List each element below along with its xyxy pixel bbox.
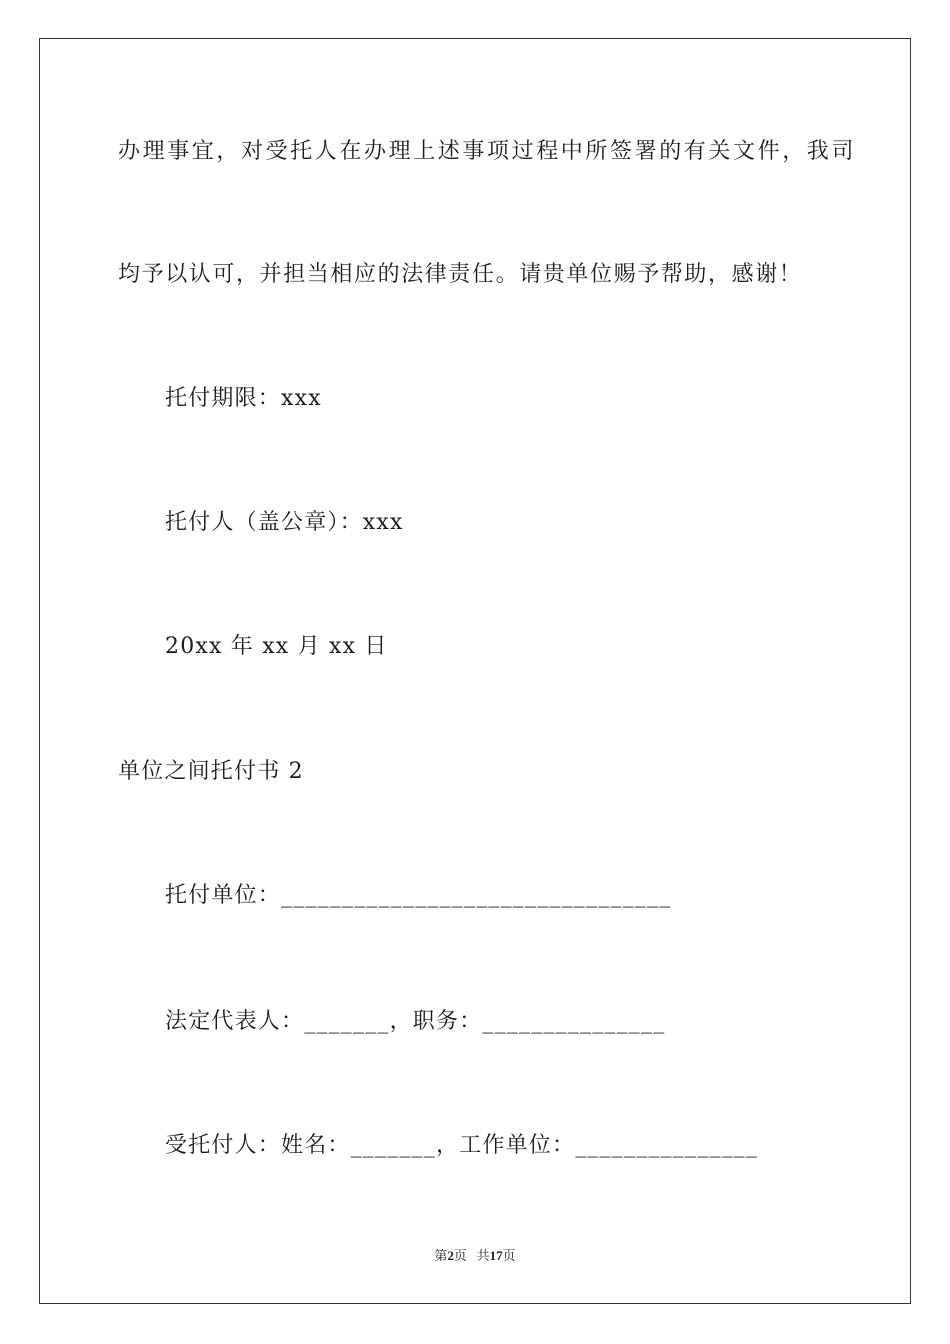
total-suffix: 页 — [502, 1248, 516, 1263]
entruster-seal-line: 托付人（盖公章）：xxx — [165, 510, 404, 535]
legal-representative-line: 法定代表人：_______，职务：_______________ — [165, 1009, 666, 1034]
total-prefix: 共 — [476, 1248, 490, 1263]
date-line: 20xx 年 xx 月 xx 日 — [165, 634, 388, 659]
page-footer — [0, 1247, 950, 1265]
trustee-line: 受托付人：姓名：_______，工作单位：_______________ — [165, 1133, 759, 1158]
page-number: 2 — [447, 1248, 454, 1263]
entrusting-unit-line: 托付单位：________________________________ — [165, 883, 672, 908]
body-line-1: 办理事宜，对受托人在办理上述事项过程中所签署的有关文件，我司 — [118, 139, 857, 164]
body-line-2: 均予以认可，并担当相应的法律责任。请贵单位赐予帮助，感谢！ — [118, 262, 803, 287]
entrust-period-line: 托付期限：xxx — [165, 386, 322, 411]
page-suffix: 页 — [453, 1248, 467, 1263]
total-pages: 17 — [489, 1248, 503, 1263]
section-title: 单位之间托付书 2 — [118, 759, 304, 784]
page-frame — [39, 38, 911, 1304]
page-prefix: 第 — [434, 1248, 448, 1263]
